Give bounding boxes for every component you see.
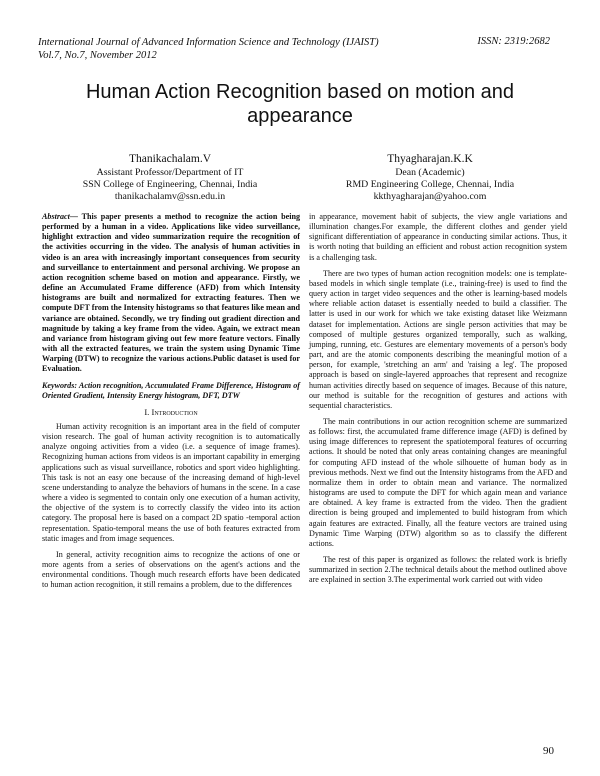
journal-name: International Journal of Advanced Information Science and Technology (IJAIST) [38,37,379,48]
author-name: Thanikachalam.V [128,153,212,165]
abstract-text: This paper presents a method to recognize the action being performed by a human in a video. Applications like video surveillance, highlight extraction and video summarization require the recognition of the activities occurring in the video. The analysis of human activities in video is an area with increasingly important consequences from security and surveillance to entertainment and personal archiving. We propose an action recognition scheme based on motion and appearance. Firstly, we define an Accumulated Frame difference (AFD) from which Intensity histograms are built and normalized for extracting features. Then we compute DFT from the Intensity histograms so that features like mean and variance are obtained. Secondly, we try finding out gradient direction and magnitude by taking a key frame from the video. Again, we extract mean and variance from histogram giving out few more feature vectors. Finally with all the extracted features, we train the system using Dynamic Time Warping (DTW) to recognize the various actions.Public dataset is used for Evaluation. [42,212,300,374]
issn-label: ISSN: 2319:2682 [477,36,550,47]
section-title: Introduction [151,406,198,417]
paper-title: Human Action Recognition based on motion and appearance [85,81,515,127]
author-email: kkthyagharajan@yahoo.com [373,191,487,202]
section-number: I. [144,406,150,417]
author-email: thanikachalamv@ssn.edu.in [114,191,226,202]
paragraph: There are two types of human action recognition models: one is template-based models in which single template (i.e., training-free) is used to find the query action in target video sequences and the other is learning-based models where reliable action dataset is essentially needed to build a classifier. The latter is used in our work for which we take existing dataset like Weizmann dataset for implementation. Actions are single person activities that may be composed of multiple gestures organized temporally, such as walking, jumping, running, etc. Gestures are elementary movements of a person's body part, and are the atomic components describing the meaningful motion of a person, for example, 'stretching an arm' and 'raising a leg'. The proposed approach is based on single-layered approaches that represent and recognize human activities directly based on sequence of images. Because of this nature, our method is suitable for the recognition of gestures and actions with sequential characteristics. [309,268,567,410]
journal-header [38,36,438,62]
left-column [42,212,300,596]
keywords-text: Action recognition, Accumulated Frame Difference, Histogram of Oriented Gradient, Intensity Energy histogram, DFT, DTW [42,380,300,400]
keywords [42,381,300,401]
author-role: Dean (Academic) [395,167,465,178]
author-block-1 [40,152,300,203]
paragraph: The main contributions in our action recognition scheme are summarized as follows: first, the accumulated frame difference image (AFD) is defined by using image differences to represent the spatiotemporal features of occurring actions. It should be noted that only areas containing changes are meaningful for computing AFD instead of the whole silhouette of human body as in previous methods. Next we find out the Intensity histograms from the AFD and normalize them in order to obtain mean and variance. The normalized histograms are used to compute the DFT for which again mean and variance are obtained. A key frame is extracted from the video. Then the gradient direction is being grouped and implemented to build histogram from which again features are extracted. Finally, all the feature vectors are trained using Dynamic Time Warping (DTW) algorithm so as to classify the different actions. [309,416,567,548]
keywords-label: Keywords: [42,380,78,390]
right-column [309,212,567,591]
paragraph: In general, activity recognition aims to recognize the actions of one or more agents from a series of observations on the agent's actions and the environmental conditions. Though much research efforts have been dedicated to human action recognition, it still remains a problem, due to the differences [42,549,300,590]
page-number: 90 [543,745,554,757]
paragraph: in appearance, movement habit of subjects, the view angle variations and illumination changes.For example, the different clothes and gender yield significant differentiation of appearance in conducting similar actions. Thus, it is worth noting that building an efficient and robust action recognition system is a challenging task. [309,212,567,262]
abstract [42,212,300,375]
paragraph: The rest of this paper is organized as follows: the related work is briefly summarized in section 2.The technical details about the method outlined above are explained in section 3.The experimental work carried out with video [309,555,567,585]
author-role: Assistant Professor/Department of IT [96,167,244,178]
paragraph: Human activity recognition is an important area in the field of computer vision research. The goal of human activity recognition is to automatically analyze ongoing activities from a video (i.e. a sequence of image frames). Recognizing human actions from videos is an important capability in emerging applications such as visual surveillance, robotics and sport video highlighting. This task is not an easy one because of the increasing demand of high-level scene understanding to analyze the behaviors of humans in the scene. In a case where a video is segmented to contain only one execution of a human activity, the objective of the system is to correctly classify the video into its action category. The proposal here is based on a compact 2D spatio -temporal action representation. Spatio-temporal means the use of both features extracted from static images and from image sequences. [42,421,300,543]
author-affiliation: RMD Engineering College, Chennai, India [345,179,515,190]
author-affiliation: SSN College of Engineering, Chennai, India [82,179,258,190]
author-name: Thyagharajan.K.K [387,153,473,165]
section-heading [42,407,300,417]
author-block-2 [300,152,560,203]
journal-volume: Vol.7, No.7, November 2012 [38,50,157,61]
abstract-label: Abstract— [42,212,78,221]
